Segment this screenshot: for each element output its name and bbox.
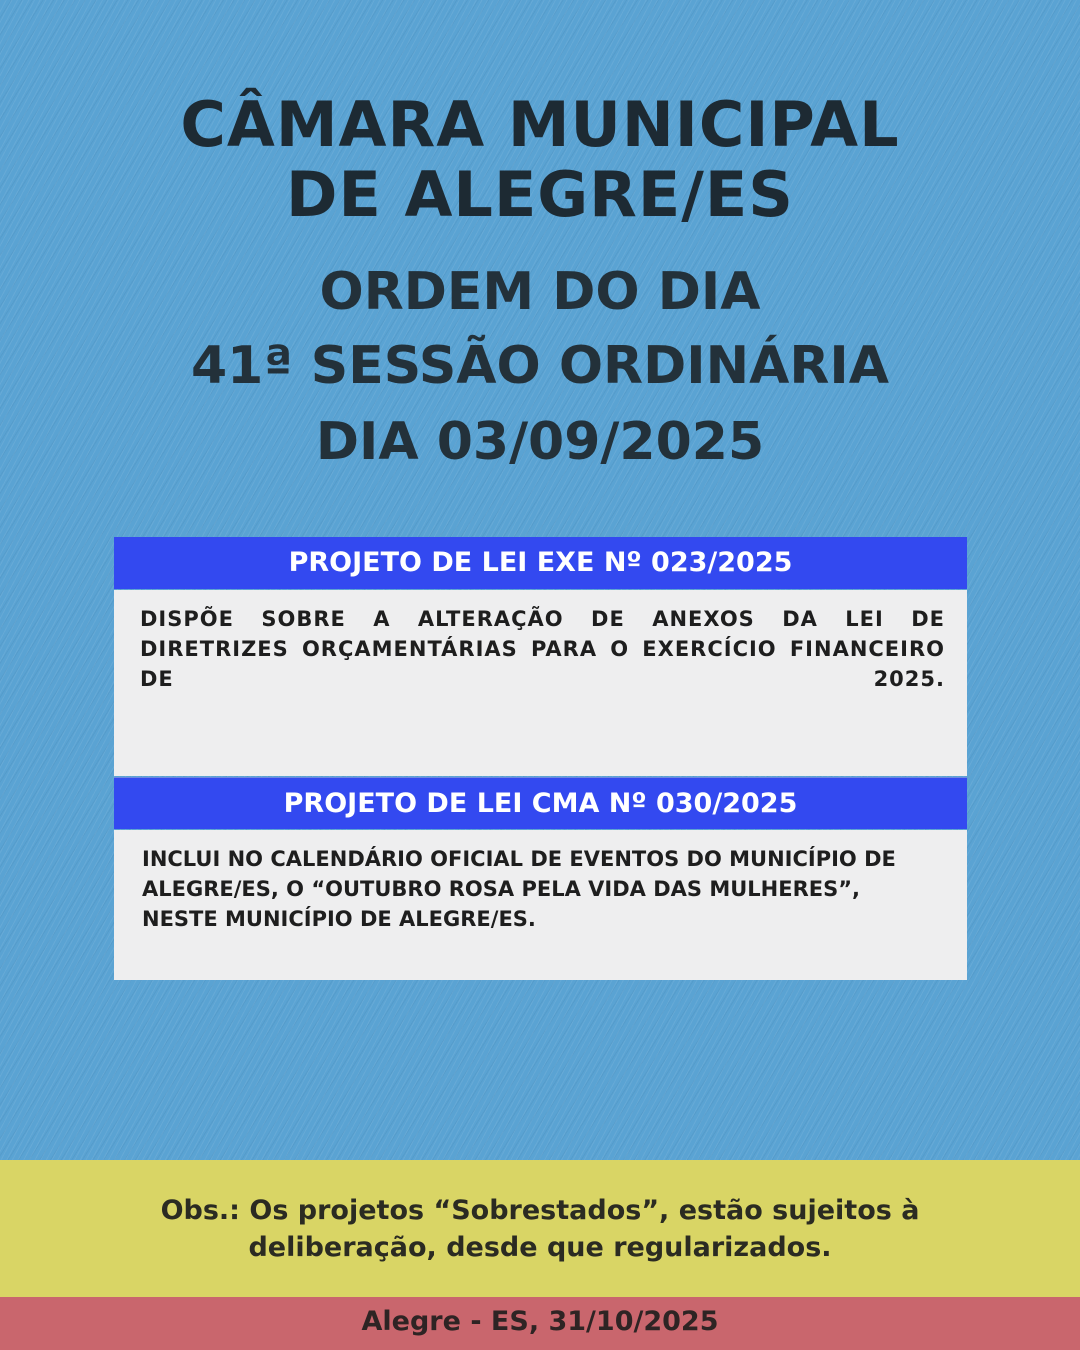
session-date: DIA 03/09/2025 [315, 412, 765, 472]
session-heading: 41ª SESSÃO ORDINÁRIA [190, 336, 890, 396]
project-1-description: DISPÕE SOBRE A ALTERAÇÃO DE ANEXOS DA LEI DE DIRETRIZES ORÇAMENTÁRIAS PARA O EXERCÍCIO FINANCEIRO DE 2025. [140, 607, 945, 691]
place-date: Alegre - ES, 31/10/2025 [361, 1306, 719, 1337]
page-title-line1: CÂMARA MUNICIPAL [180, 88, 900, 161]
agenda-heading: ORDEM DO DIA [319, 262, 761, 322]
project-2-description: INCLUI NO CALENDÁRIO OFICIAL DE EVENTOS DO MUNICÍPIO DE ALEGRE/ES, O “OUTUBRO ROSA PELA VIDA DAS MULHERES”, NESTE MUNICÍPIO DE ALEGRE/ES. [142, 847, 896, 931]
observation-line2: deliberação, desde que regularizados. [248, 1232, 832, 1263]
project-2-body [114, 830, 967, 980]
project-1-body [114, 590, 967, 776]
observation-line1: Obs.: Os projetos “Sobrestados”, estão sujeitos à [160, 1195, 920, 1226]
project-1-title: PROJETO DE LEI EXE Nº 023/2025 [114, 537, 967, 589]
project-2-title: PROJETO DE LEI CMA Nº 030/2025 [114, 777, 967, 829]
observation-note [0, 1192, 1080, 1266]
page-title-line2: DE ALEGRE/ES [286, 158, 794, 231]
